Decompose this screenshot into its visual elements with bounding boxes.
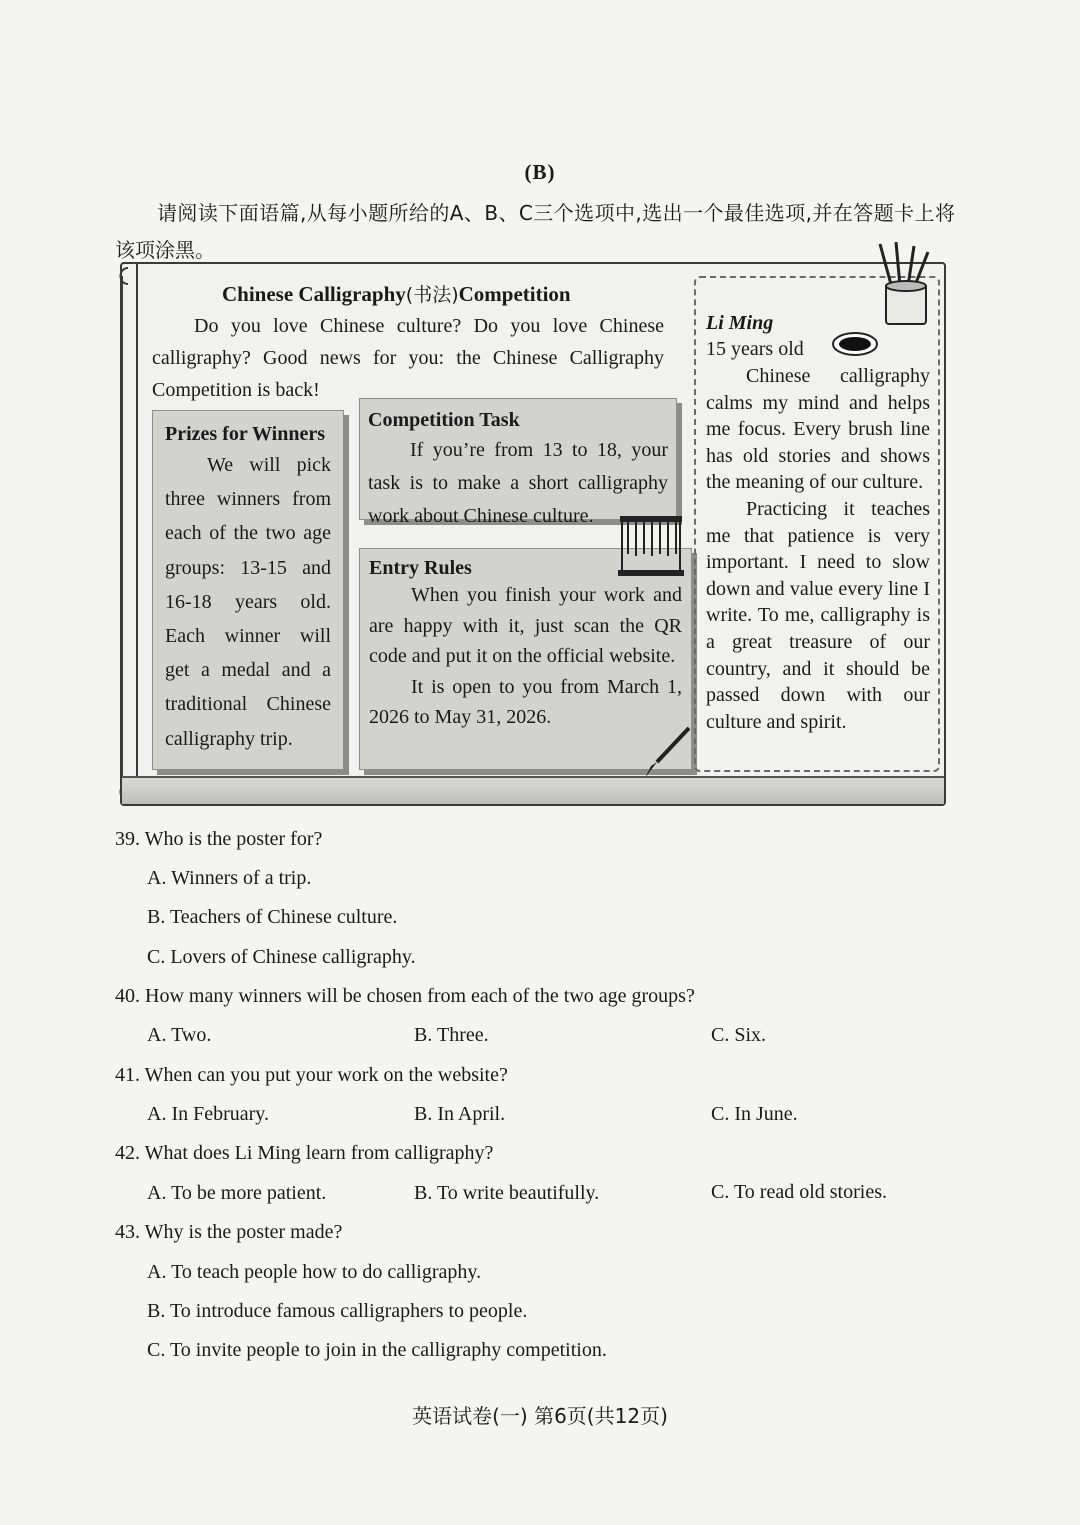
section-label: (B) bbox=[524, 160, 556, 184]
q40-option-a: A. Two. bbox=[147, 1024, 212, 1046]
question-42: 42. What does Li Ming learn from calligraphy? bbox=[115, 1142, 494, 1164]
prizes-box bbox=[152, 410, 344, 770]
question-40: 40. How many winners will be chosen from each of the two age groups? bbox=[115, 985, 695, 1007]
instruction-text: 请阅读下面语篇,从每小题所给的A、B、C三个选项中,选出一个最佳选项,并在答题卡上将该项涂黑。 bbox=[115, 201, 955, 262]
q39-option-c: C. Lovers of Chinese calligraphy. bbox=[147, 946, 416, 968]
task-text: If you’re from 13 to 18, your task is to make a short calligraphy work about Chinese culture. bbox=[368, 439, 668, 527]
brush-icon bbox=[637, 726, 693, 782]
rules-heading: Entry Rules bbox=[369, 557, 472, 579]
poster-title: Chinese Calligraphy(书法)Competition bbox=[222, 282, 571, 306]
task-box bbox=[359, 398, 677, 527]
q41-option-b: B. In April. bbox=[414, 1103, 506, 1125]
poster-intro: Do you love Chinese culture? Do you love Chinese calligraphy? Good news for you: the Chinese Calligraphy Competition is back! bbox=[152, 315, 664, 401]
li-ming-age: 15 years old bbox=[706, 338, 804, 360]
rules-text-2: It is open to you from March 1, 2026 to May 31, 2026. bbox=[369, 675, 682, 728]
brush-rack-icon bbox=[616, 512, 686, 582]
q42-option-a: A. To be more patient. bbox=[147, 1182, 327, 1204]
li-ming-text-1: Chinese calligraphy calms my mind and helps me focus. Every brush line has old stories and shows the meaning of our culture. bbox=[706, 365, 930, 494]
question-39: 39. Who is the poster for? bbox=[115, 828, 323, 850]
poster-bottom-bar bbox=[122, 776, 944, 804]
q40-option-b: B. Three. bbox=[414, 1024, 489, 1046]
q43-option-a: A. To teach people how to do calligraphy. bbox=[147, 1261, 482, 1283]
q41-option-c: C. In June. bbox=[711, 1103, 798, 1125]
q43-option-b: B. To introduce famous calligraphers to people. bbox=[147, 1300, 528, 1322]
prizes-text: We will pick three winners from each of the two age groups: 13-15 and 16-18 years old. Each winner will get a medal and a traditional Chinese calligraphy trip. bbox=[165, 454, 331, 750]
q42-option-b: B. To write beautifully. bbox=[414, 1182, 600, 1204]
rules-text-1: When you finish your work and are happy with it, just scan the QR code and put it on the official website. bbox=[369, 584, 682, 667]
calligraphy-poster bbox=[120, 262, 946, 806]
prizes-heading: Prizes for Winners bbox=[165, 423, 325, 445]
q42-option-c: C. To read old stories. bbox=[711, 1181, 887, 1203]
q39-option-a: A. Winners of a trip. bbox=[147, 867, 312, 889]
question-41: 41. When can you put your work on the website? bbox=[115, 1064, 508, 1086]
q39-option-b: B. Teachers of Chinese culture. bbox=[147, 906, 398, 928]
li-ming-card bbox=[694, 276, 940, 772]
question-43: 43. Why is the poster made? bbox=[115, 1221, 343, 1243]
q41-option-a: A. In February. bbox=[147, 1103, 270, 1125]
brush-pot-icon bbox=[862, 242, 942, 330]
li-ming-name: Li Ming bbox=[706, 312, 774, 334]
task-heading: Competition Task bbox=[368, 409, 520, 431]
page-footer: 英语试卷(一) 第6页(共12页) bbox=[412, 1404, 668, 1428]
ink-stone-icon bbox=[830, 330, 880, 358]
q43-option-c: C. To invite people to join in the calligraphy competition. bbox=[147, 1339, 607, 1361]
scroll-edge bbox=[116, 264, 138, 804]
li-ming-text-2: Practicing it teaches me that patience is very important. I need to slow down and value every line I write. To me, calligraphy is a great treasure of our country, and it should be passed down with our culture and spirit. bbox=[706, 497, 930, 733]
q40-option-c: C. Six. bbox=[711, 1024, 767, 1046]
